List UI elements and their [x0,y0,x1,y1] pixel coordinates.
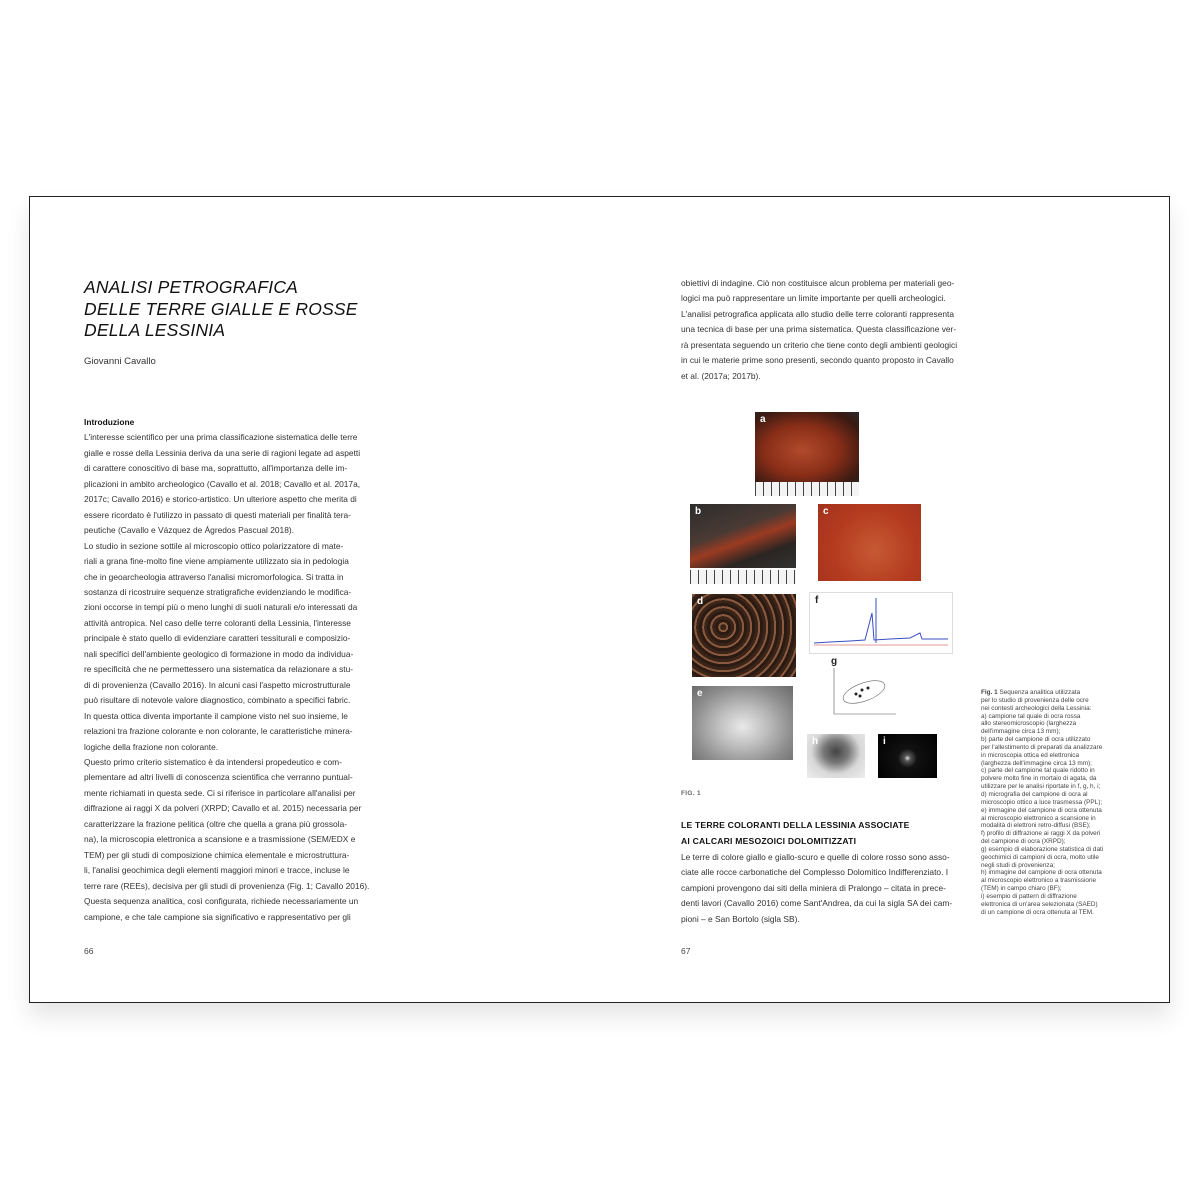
panel-a-ocre-sample [755,412,859,482]
caption-line: h) immagine del campione di ocra ottenuta [981,869,1102,877]
body-text-line: di di provenienza (Cavallo 2016). In alcuni casi l'aspetto microstrutturale [84,679,351,690]
figure-1 [679,410,952,780]
panel-letter: b [695,506,702,517]
body-text-line: campioni provengono dai siti della miniera di Pralongo – citata in prece- [681,882,946,893]
body-text-line: 2017c; Cavallo 2016) e storico-artistico. Un ulteriore aspetto che merita di [84,494,357,505]
caption-line: modalità di elettroni retro-diffusi (BSE); [981,822,1091,830]
caption-line: in microscopia ottica ed elettronica [981,751,1080,759]
body-text-line: In questa ottica diventa importante il campione visto nel suo insieme, le [84,710,348,721]
caption-lead: Fig. 1 [981,689,998,696]
body-text-line: re specificità che ne permettessero una sistematica da relazionare a stu- [84,664,354,675]
body-text-line: Questo primo criterio sistematico è da intendersi propedeutico e com- [84,756,342,767]
caption-line: g) esempio di elaborazione statistica di dati [981,845,1104,853]
caption-line: geochimici di campioni di ocra, molto utile [981,853,1099,861]
caption-line: di un campione di ocra ottenuta al TEM. [981,908,1094,916]
caption-line: f) profilo di diffrazione ai raggi X da polveri [981,830,1101,838]
panel-d-thin-section [692,594,796,677]
figure-label: FIG. 1 [681,790,701,797]
right-column-top-text [681,276,966,384]
body-text-line: sostanza di ricostruire sequenze stratigrafiche evidenziando le modifica- [84,586,352,597]
panel-letter: d [697,596,704,607]
panel-letter: a [760,414,766,425]
body-text-line: Le terre di colore giallo e giallo-scuro e quelle di colore rosso sono asso- [681,852,950,862]
body-text-line: TEM) per gli studi di composizione chimica elementale e microstruttura- [84,849,350,860]
body-text-line: terre rare (REEs), decisiva per gli studi di provenienza (Fig. 1; Cavallo 2016). [84,880,370,891]
title-line: DELLE TERRE GIALLE E ROSSE [84,298,358,319]
body-text-line: caratterizzare la frazione pelitica (oltre che quella a grana più grossola- [84,818,348,829]
panel-h-tem-image [807,734,865,778]
scale-ruler [690,570,796,584]
caption-line: del campione di ocra (XRPD); [981,838,1066,846]
panel-b-sample-part [690,504,796,568]
caption-line: e) immagine del campione di ocra ottenuta [981,806,1102,814]
body-text-line: una tecnica di base per una prima sistematica. Questa classificazione ver- [681,324,957,335]
right-column-bottom-text [681,850,966,927]
body-text-line: campione, e che tale campione sia significativo e rappresentativo per gli [84,911,351,922]
panel-i-saed-pattern [878,734,937,778]
caption-line: per lo studio di provenienza delle ocre [981,696,1089,704]
caption-line: polvere molto fine in mortaio di agata, da [981,775,1097,783]
panel-letter: f [815,595,819,606]
statistics-scatter [826,654,910,722]
caption-line: al microscopio elettronico a trasmissione [981,877,1097,885]
caption-line: a) campione tal quale di ocra rossa [981,712,1081,720]
caption-line: nei contesti archeologici della Lessinia: [981,704,1092,712]
panel-f-xrpd-chart [809,592,953,654]
panel-letter: i [883,736,886,747]
caption-line: elettronica di un'area selezionata (SAED) [981,900,1098,908]
body-text-line: rà presentata seguendo un criterio che tiene conto degli ambienti geologici [681,339,958,350]
body-text-line: essere ricordato è l'utilizzo in passato di questi materiali per finalità tera- [84,509,351,520]
body-text-line: logici ma può rappresentare un limite importante per quelli archeologici. [681,293,946,304]
body-text-line: obiettivi di indagine. Ciò non costituisce alcun problema per materiali geo- [681,278,955,288]
caption-line: Sequenza analitica utilizzata [999,689,1081,696]
caption-line: b) parte del campione di ocra utilizzato [981,736,1091,744]
figure-caption [981,689,1121,916]
intro-heading: Introduzione [84,417,135,427]
body-text-line: et al. (2017a; 2017b). [681,370,761,381]
body-text-line: Lo studio in sezione sottile al microscopio ottico polarizzatore di mate- [84,540,344,551]
body-text-line: attività antropica. Nel caso delle terre coloranti della Lessinia, l'interesse [84,617,351,628]
body-text-line: li, l'analisi geochimica degli elementi maggiori minori e tracce, incluse le [84,865,350,876]
page-number-left: 66 [84,946,94,956]
left-column-text [84,415,370,925]
caption-line: allo stereomicroscopio (larghezza [981,720,1077,728]
caption-line: microscopio ottico a luce trasmessa (PPL); [981,798,1103,806]
caption-line: dell'immagine circa 13 mm); [981,728,1061,736]
caption-line: i) esempio di pattern di diffrazione [981,892,1077,900]
body-text-line: mente richiamati in questa sede. Ci si riferisce in particolare all'analisi per [84,787,356,798]
caption-line: al microscopio elettronico a scansione in [981,814,1096,822]
xrpd-plot [810,593,952,653]
body-text-line: L'analisi petrografica applicata allo studio delle terre coloranti rappresenta [681,308,955,319]
scale-ruler [755,482,859,496]
section-heading-line: AI CALCARI MESOZOICI DOLOMITIZZATI [681,836,857,846]
body-text-line: logiche della frazione non colorante. [84,741,219,752]
caption-line: negli studi di provenienza; [981,861,1055,869]
body-text-line: ciate alle rocce carbonatiche del Complesso Dolomitico Indifferenziato. I [681,867,949,878]
caption-line: c) parte del campione tal quale ridotto in [981,767,1095,775]
body-text-line: di carattere conoscitivo di base ma, soprattutto, all'importanza delle im- [84,463,348,474]
caption-line: utilizzare per le analisi riportate in f, g, h, i; [981,783,1101,791]
body-text-line: denti lavori (Cavallo 2016) come Sant'Andrea, da cui la sigla SA dei cam- [681,898,953,909]
body-text-line: peutiche (Cavallo e Vázquez de Ágredos Pascual 2018). [84,525,294,536]
body-text-line: Questa sequenza analitica, così configurata, richiede necessariamente un [84,896,359,907]
body-text-line: na), la microscopia elettronica a scansione e a trasmissione (SEM/EDX e [84,834,356,845]
panel-letter: h [812,736,819,747]
section-heading [681,817,966,849]
body-text-line: L'interesse scientifico per una prima classificazione sistematica delle terre [84,432,358,443]
author-name: Giovanni Cavallo [84,356,156,367]
body-text-line: pioni – e San Bortolo (sigla SB). [681,913,800,924]
title-line: ANALISI PETROGRAFICA [84,277,299,297]
panel-g-statistics-plot [826,654,910,722]
panel-c-powder [818,504,921,581]
body-text-line: in cui le materie prime sono presenti, secondo quanto proposto in Cavallo [681,355,954,366]
panel-letter: g [831,656,838,667]
body-text-line: può risultare di notevole valore diagnostico, combinato a specifici fabric. [84,695,351,706]
body-text-line: plementare ad altri livelli di conoscenza scientifica che verranno puntual- [84,772,353,783]
panel-letter: e [697,688,703,699]
article-title [84,277,358,342]
body-text-line: zioni occorse in tempi più o meno lunghi di suoli naturali e/o interessati da [84,602,358,613]
caption-line: (larghezza dell'immagine circa 13 mm); [981,759,1092,767]
panel-letter: c [823,506,829,517]
caption-line: d) micrografia del campione di ocra al [981,790,1088,798]
body-text-line: nali specifici dell'ambiente geologico di formazione in modo da individua- [84,648,354,659]
body-text-line: relazioni tra frazione colorante e non colorante, le caratteristiche minera- [84,726,353,737]
title-line: DELLA LESSINIA [84,320,226,340]
page-number-right: 67 [681,946,691,956]
panel-e-sem-image [692,686,793,760]
caption-line: per l'allestimento di preparati da analizzare [981,743,1103,751]
body-text-line: plicazioni in ambito archeologico (Cavallo et al. 2018; Cavallo et al. 2017a, [84,478,361,489]
body-text-line: gialle e rosse della Lessinia deriva da una serie di ragioni legate ad aspetti [84,447,361,458]
body-text-line: diffrazione ai raggi X da polveri (XRPD; Cavallo et al. 2015) necessaria per [84,803,362,814]
body-text-line: principale è stato quello di evidenziare caratteri tessiturali e composizio- [84,633,351,644]
caption-line: (TEM) in campo chiaro (BF); [981,885,1062,893]
body-text-line: riali a grana fine-molto fine viene ampiamente utilizzato sia in pedologia [84,556,349,567]
section-heading-line: LE TERRE COLORANTI DELLA LESSINIA ASSOCIATE [681,820,910,830]
body-text-line: che in geoarcheologia attraverso l'analisi micromorfologica. Si tratta in [84,571,344,582]
